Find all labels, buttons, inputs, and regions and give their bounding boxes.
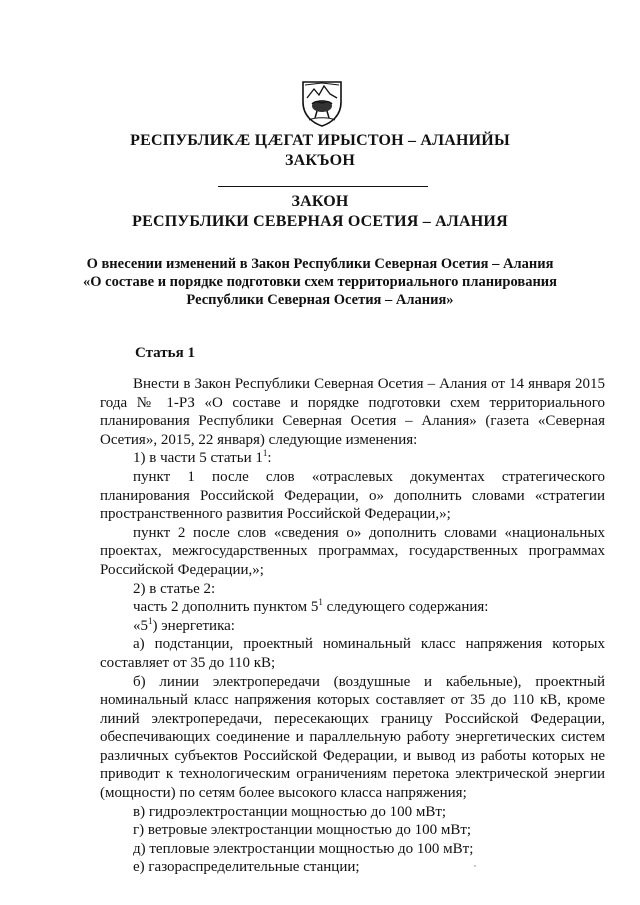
subpoint-d: д) тепловые электростанции мощностью до 100 мВт;	[133, 840, 474, 857]
point-5-1-prefix: «5	[133, 617, 148, 634]
item-1-text: 1) в части 5 статьи 1	[133, 450, 263, 467]
intro-paragraph: Внести в Закон Республики Северная Осетия – Алания от 14 января 2015 года № 1-РЗ «О составе и порядке подготовки схем территориального планирования Республики Северная Осетия – Алания» (газета «Северная Осетия», 2015, 22 января) следующие изменения:	[100, 376, 605, 448]
article-body	[100, 375, 605, 877]
ossetian-republic-name: РЕСПУБЛИКӔ ЦӔГАТ ИРЫСТОН – АЛАНИЙЫ	[130, 132, 510, 149]
item-2-part-2-text: часть 2 дополнить пунктом 5	[133, 599, 319, 616]
coat-of-arms-icon	[297, 76, 347, 128]
item-1-suffix: :	[267, 450, 272, 467]
item-1-point-1: пункт 1 после слов «отраслевых документах стратегического планирования Российской Федерации, о» дополнить словами «стратегии пространственного развития Российской Федерации,»;	[100, 468, 605, 523]
item-1	[100, 449, 605, 468]
item-2-part-2-suffix: следующего содержания:	[322, 599, 489, 616]
subpoint-e: е) газораспределительные станции;	[133, 859, 360, 876]
law-title-line-3: Республики Северная Осетия – Алания»	[186, 292, 454, 308]
item-2-part-2-superscript: 1	[318, 597, 323, 608]
law-title-line-1: О внесении изменений в Закон Республики Северная Осетия – Алания	[86, 256, 554, 272]
header-divider	[218, 186, 428, 187]
ossetian-law-word: ЗАКЪОН	[285, 152, 355, 169]
subpoint-g: г) ветровые электростанции мощностью до 100 мВт;	[133, 822, 472, 839]
point-5-1-suffix: ) энергетика:	[152, 617, 235, 634]
subpoint-a: а) подстанции, проектный номинальный класс напряжения которых составляет от 35 до 110 кВ;	[100, 636, 605, 671]
law-title-line-2: «О составе и порядке подготовки схем территориального планирования	[82, 274, 558, 290]
scan-speck	[474, 865, 476, 867]
point-5-1-heading	[100, 617, 605, 636]
item-1-point-2: пункт 2 после слов «сведения о» дополнить словами «национальных проектах, межгосударственных программах, государственных программах Российской Федерации,»;	[100, 524, 605, 578]
point-5-1-superscript: 1	[148, 615, 153, 626]
item-2-part-2	[100, 598, 605, 617]
item-1-superscript: 1	[262, 448, 268, 459]
article-heading: Статья 1	[135, 345, 195, 361]
russian-republic-name: РЕСПУБЛИКИ СЕВЕРНАЯ ОСЕТИЯ – АЛАНИЯ	[132, 213, 508, 230]
subpoint-v: в) гидроэлектростанции мощностью до 100 мВт;	[133, 803, 447, 820]
russian-law-word: ЗАКОН	[291, 193, 349, 210]
subpoint-b: б) линии электропередачи (воздушные и кабельные), проектный номинальный класс напряжения которых составляет от 35 до 110 кВ, кроме линий электропередачи, пересекающих границу Российской Федерации, обеспечивающих соединение и параллельную работу энергетических систем различных субъектов Российской Федерации, и вывод из работы которых не приводит к технологическим ограничениям перетока электрической энергии (мощности) по сетям более высокого класса напряжения;	[100, 673, 605, 802]
item-2: 2) в статье 2:	[133, 580, 216, 597]
